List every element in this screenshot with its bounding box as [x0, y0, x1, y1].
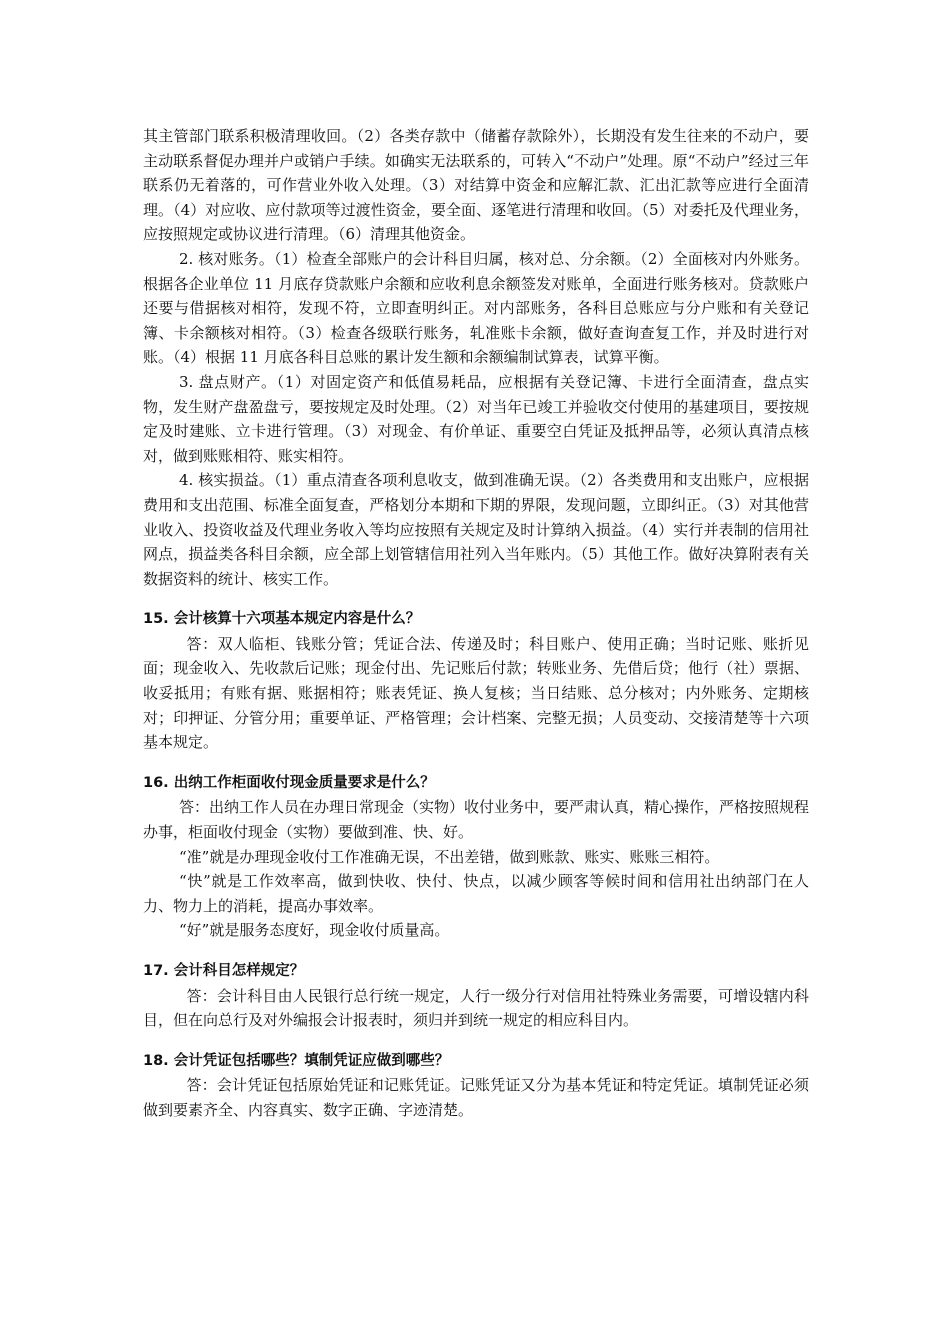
question-16-kuai: “快”就是工作效率高，做到快收、快付、快点，以减少顾客等候时间和信用社出纳部门在人力、物力上的消耗，提高办事效率。 [143, 872, 809, 915]
question-16-answer: 答：出纳工作人员在办理日常现金（实物）收付业务中，要严肃认真，精心操作，严格按照规程办事，柜面收付现金（实物）要做到准、快、好。 [143, 798, 810, 842]
question-15-answer: 答：双人临柜、钱账分管；凭证合法、传递及时；科目账户、使用正确；当时记账、账折见面；现金收入、先收款后记账；现金付出、先记账后付款；转账业务、先借后贷；他行（社）票据、收妥抵用；有账有据、账据相符；账表凭证、换人复核；当日结账、总分核对；内外账务、定期核对；印押证、分管分用；重要单证、严格管理；会计档案、完整无损；人员变动、交接清楚等十六项基本规定。 [143, 634, 809, 752]
question-16-zhun: “准”就是办理现金收付工作准确无误，不出差错，做到账款、账实、账账三相符。 [179, 847, 720, 866]
question-18-title: 18. 会计凭证包括哪些？填制凭证应做到哪些？ [143, 1052, 450, 1069]
question-17-answer: 答：会计科目由人民银行总行统一规定，人行一级分行对信用社特殊业务需要，可增设辖内科目，但在向总行及对外编报会计报表时，须归并到统一规定的相应科目内。 [143, 986, 809, 1030]
question-18-answer: 答：会计凭证包括原始凭证和记账凭证。记账凭证又分为基本凭证和特定凭证。填制凭证必须做到要素齐全、内容真实、数字正确、字迹清楚。 [143, 1076, 809, 1119]
item-verify-profit-loss: 4. 核实损益。（1）重点清查各项利息收支，做到准确无误。（2）各类费用和支出账户，应根据费用和支出范围、标准全面复查，严格划分本期和下期的界限，发现问题，立即纠正。（3）对其他营业收入、投资收益及代理业务收入等均应按照有关规定及时计算纳入损益。（4）实行并表制的信用社网点，损益类各科目余额，应全部上划管辖信用社列入当年账内。（5）其他工作。做好决算附表有关数据资料的统计、核实工作。 [143, 471, 809, 588]
continuation-paragraph: 其主管部门联系积极清理收回。（2）各类存款中（储蓄存款除外），长期没有发生往来的不动户，要主动联系督促办理并户或销户手续。如确实无法联系的，可转入“不动户”处理。原“不动户”经过三年联系仍无着落的，可作营业外收入处理。（3）对结算中资金和应解汇款、汇出汇款等应进行全面清理。（4）对应收、应付款项等过渡性资金，要全面、逐笔进行清理和收回。（5）对委托及代理业务，应按照规定或协议进行清理。（6）清理其他资金。 [143, 127, 809, 244]
document-page [143, 124, 809, 1123]
item-reconcile-accounts: 2. 核对账务。（1）检查全部账户的会计科目归属，核对总、分余额。（2）全面核对内外账务。根据各企业单位 11 月底存贷款账户余额和应收利息余额签发对账单，全面进行账务核对。贷款账户还要与借据核对相符，发现不符，立即查明纠正。对内部账务，各科目总账应与分户账和有关登记簿、卡余额核对相符。（3）检查各级联行账务，轧准账卡余额，做好查询查复工作，并及时进行对账。（4）根据 11 月底各科目总账的累计发生额和余额编制试算表，试算平衡。 [143, 249, 809, 367]
question-17-title: 17. 会计科目怎样规定？ [143, 963, 305, 979]
question-16-hao: “好”就是服务态度好，现金收付质量高。 [179, 921, 450, 940]
question-16-title: 16. 出纳工作柜面收付现金质量要求是什么？ [143, 774, 435, 791]
question-15-title: 15. 会计核算十六项基本规定内容是什么？ [143, 611, 421, 628]
item-inventory-assets: 3. 盘点财产。（1）对固定资产和低值易耗品，应根据有关登记簿、卡进行全面清查，盘点实物，发生财产盘盈盘亏，要按规定及时处理。（2）对当年已竣工并验收交付使用的基建项目，要按规定及时建账、立卡进行管理。（3）对现金、有价单证、重要空白凭证及抵押品等，必须认真清点核对，做到账账相符、账实相符。 [143, 372, 809, 465]
